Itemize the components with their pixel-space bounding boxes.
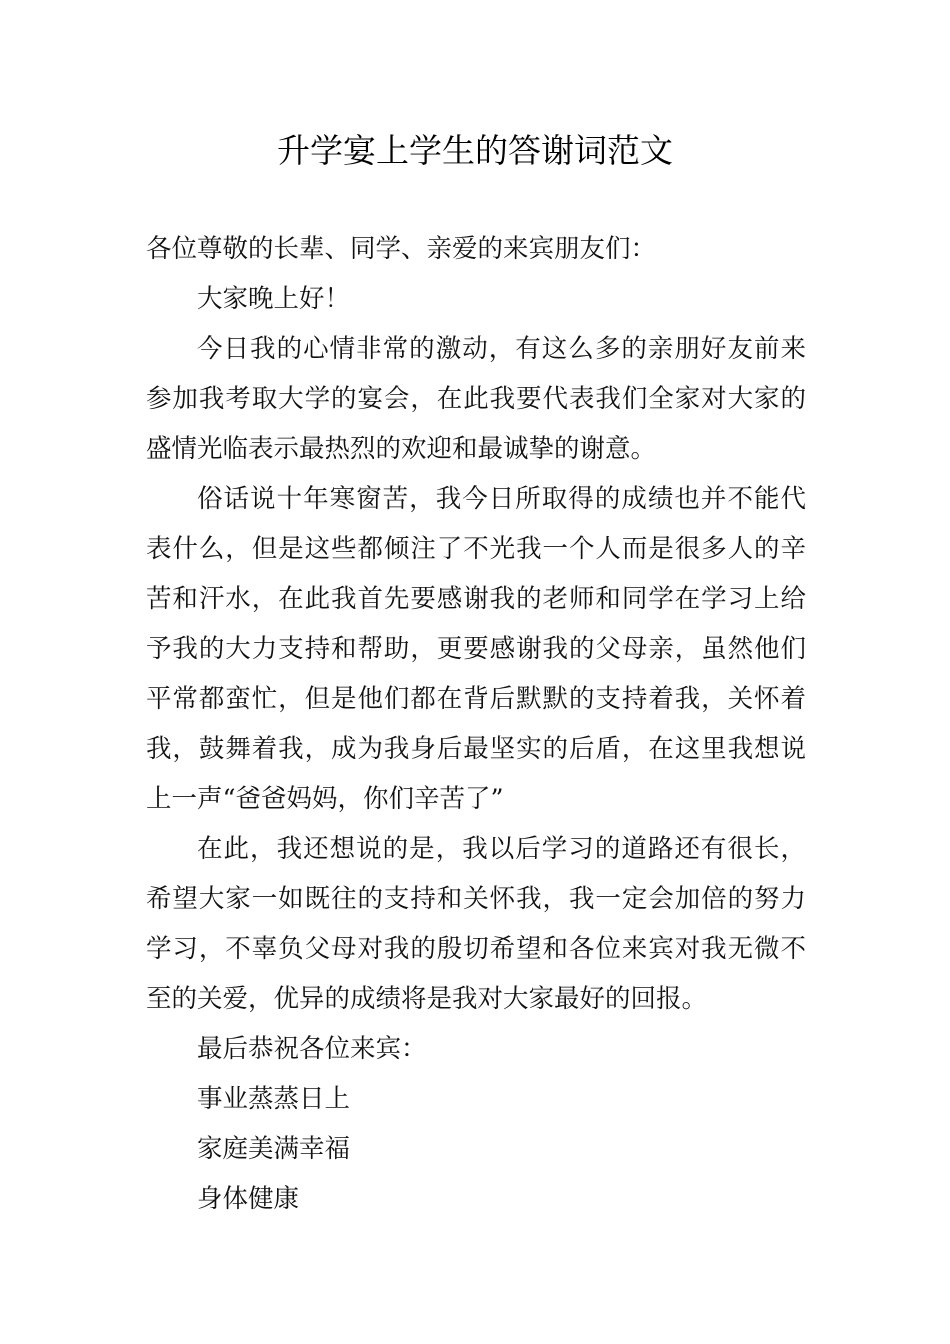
wish-item: 事业蒸蒸日上	[197, 1084, 351, 1114]
paragraph: 俗话说十年寒窗苦，我今日所取得的成绩也并不能代表什么，但是这些都倾注了不光我一个人而是很多人的辛苦和汗水，在此我首先要感谢我的老师和同学在学习上给予我的大力支持和帮助，更要感谢我的父母亲，虽然他们平常都蛮忙，但是他们都在背后默默的支持着我，关怀着我，鼓舞着我，成为我身后最坚实的后盾，在这里我想说上一声“爸爸妈妈，你们辛苦了”	[146, 484, 806, 814]
paragraph: 今日我的心情非常的激动，有这么多的亲朋好友前来参加我考取大学的宴会，在此我要代表我们全家对大家的盛情光临表示最热烈的欢迎和最诚挚的谢意。	[146, 334, 806, 464]
paragraph: 在此，我还想说的是，我以后学习的道路还有很长，希望大家一如既往的支持和关怀我，我一定会加倍的努力学习，不辜负父母对我的殷切希望和各位来宾对我无微不至的关爱，优异的成绩将是我对大家最好的回报。	[146, 834, 806, 1014]
salutation: 各位尊敬的长辈、同学、亲爱的来宾朋友们：	[146, 234, 657, 264]
closing-intro: 最后恭祝各位来宾：	[197, 1034, 427, 1064]
document-title: 升学宴上学生的答谢词范文	[277, 131, 673, 170]
document-body	[146, 224, 806, 1224]
greeting: 大家晚上好！	[197, 284, 351, 314]
wish-item: 身体健康	[197, 1184, 300, 1214]
wish-item: 家庭美满幸福	[197, 1134, 351, 1164]
